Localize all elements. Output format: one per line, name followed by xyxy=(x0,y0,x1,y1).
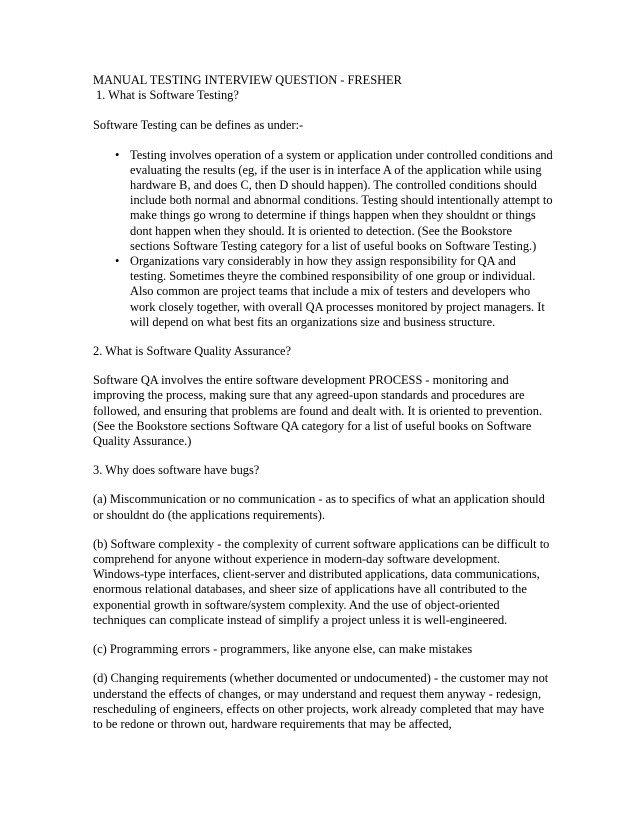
question-3-answer-a: (a) Miscommunication or no communication - as to specifics of what an application should or shouldnt do (the applications requirements). xyxy=(93,492,545,522)
question-2-answer: Software QA involves the entire software development PROCESS - monitoring and improving the process, making sure that any agreed-upon standards and procedures are followed, and ensuring that problems are found and dealt with. It is oriented to prevention. (See the Bookstore sections Software QA category for a list of useful books on Software Quality Assurance.) xyxy=(93,373,543,449)
question-3-answer-b: (b) Software complexity - the complexity of current software applications can be difficult to comprehend for anyone without experience in modern-day software development. Windows-type interfaces, client-server and distributed applications, data communications, enormous relational databases, and sheer size of applications have all contributed to the exponential growth in software/system complexity. And the use of object-oriented techniques can complicate instead of simplify a project unless it is well-engineered. xyxy=(93,536,550,627)
document-title: MANUAL TESTING INTERVIEW QUESTION - FRESHER xyxy=(93,73,402,87)
bullet-icon: • xyxy=(115,254,120,269)
question-3-answer-d: (d) Changing requirements (whether documented or undocumented) - the customer may not understand the effects of changes, or may understand and request them anyway - redesign, rescheduling of engineers, effects on other projects, work already completed that may have to be redone or thrown out, hardware requirements that may be affected, xyxy=(93,671,549,731)
question-1-heading: 1. What is Software Testing? xyxy=(96,88,239,103)
question-1-intro: Software Testing can be defines as under:- xyxy=(93,118,304,133)
question-2-heading: 2. What is Software Quality Assurance? xyxy=(93,344,291,359)
bullet-text: Testing involves operation of a system or application under controlled conditions and evaluating the results (eg, if the user is in interface A of the application while using hardware B, and does C, then D should happen). The controlled conditions should include both normal and abnormal conditions. Testing should intentionally attempt to make things go wrong to determine if things happen when they shouldnt or things dont happen when they should. It is oriented to detection. (See the Bookstore sections Software Testing category for a list of useful books on Software Testing.) xyxy=(130,147,553,253)
document-page xyxy=(93,73,553,746)
list-item xyxy=(115,254,553,330)
question-1-bullet-list xyxy=(93,148,553,330)
list-item xyxy=(115,147,553,254)
question-3-heading: 3. Why does software have bugs? xyxy=(93,463,260,478)
question-3-answer-c: (c) Programming errors - programmers, like anyone else, can make mistakes xyxy=(93,642,473,657)
bullet-icon: • xyxy=(115,147,120,162)
bullet-text: Organizations vary considerably in how they assign responsibility for QA and testing. Sometimes theyre the combined responsibility of one group or individual. Also common are project teams that include a mix of testers and developers who work closely together, with overall QA processes monitored by project managers. It will depend on what best fits an organizations size and business structure. xyxy=(130,254,545,329)
